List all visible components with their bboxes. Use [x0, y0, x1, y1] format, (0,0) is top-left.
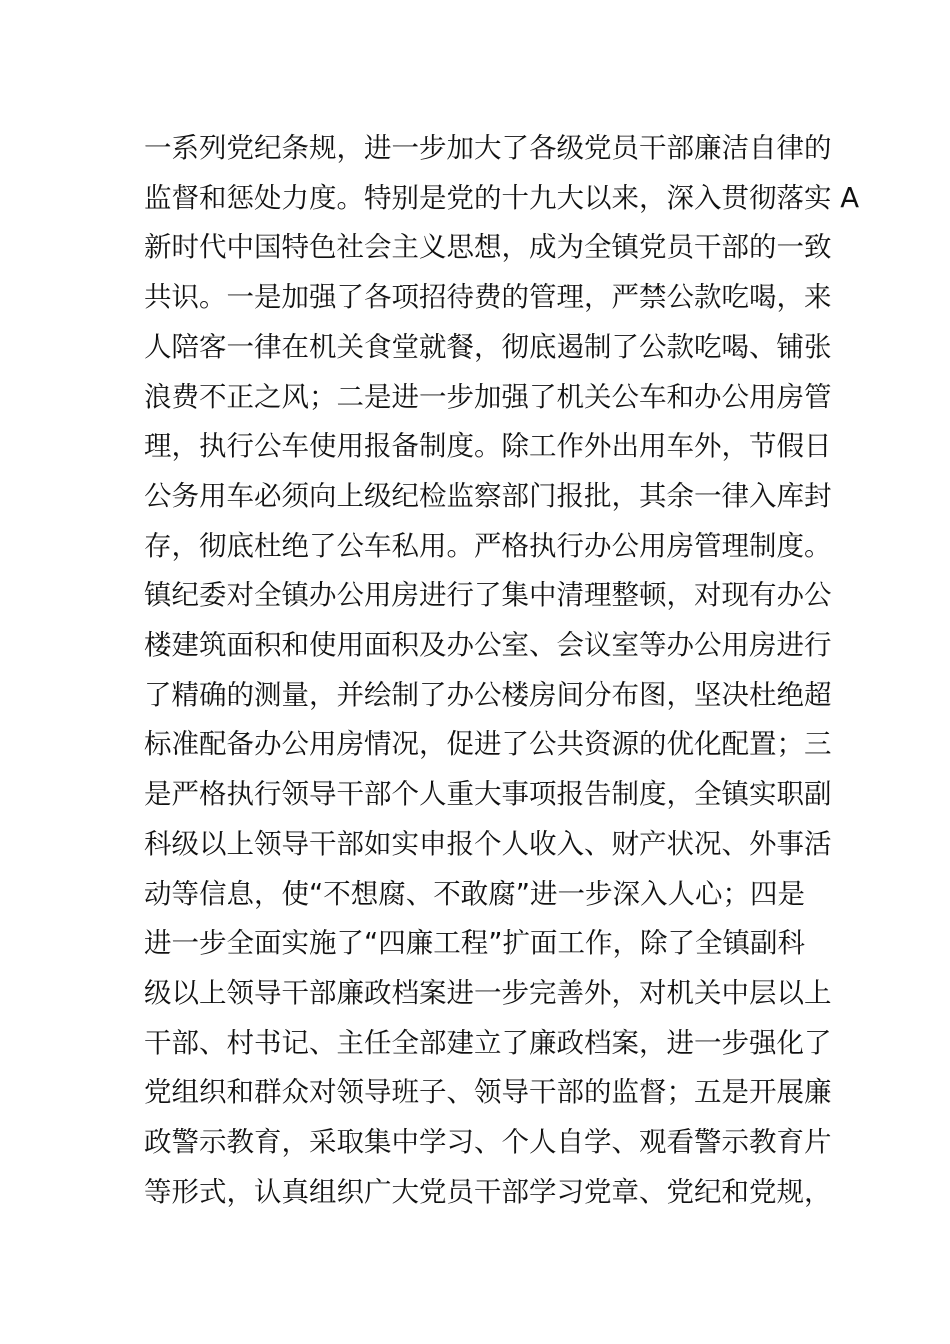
- text-line: 人陪客一律在机关食堂就餐，彻底遏制了公款吃喝、铺张: [144, 330, 832, 363]
- text-line: 理，执行公车使用报备制度。除工作外出用车外，节假日: [144, 430, 832, 463]
- text-line: 科级以上领导干部如实申报个人收入、财产状况、外事活: [144, 827, 832, 860]
- text-line: 标准配备办公用房情况，促进了公共资源的优化配置；三: [144, 728, 832, 761]
- text-line: 动等信息，使“不想腐、不敢腐”进一步深入人心；四是: [144, 877, 805, 910]
- text-line: 浪费不正之风；二是进一步加强了机关公车和办公用房管: [144, 380, 832, 413]
- text-line: 楼建筑面积和使用面积及办公室、会议室等办公用房进行: [144, 629, 832, 661]
- text-line: 了精确的测量，并绘制了办公楼房间分布图，坚决杜绝超: [144, 678, 832, 711]
- text-line: 是严格执行领导干部个人重大事项报告制度，全镇实职副: [144, 778, 832, 811]
- text-line: 进一步全面实施了“四廉工程”扩面工作，除了全镇副科: [144, 927, 805, 960]
- text-line: 政警示教育，采取集中学习、个人自学、观看警示教育片: [144, 1126, 832, 1158]
- text-line: 监督和惩处力度。特别是党的十九大以来，深入贯彻落实 A: [144, 181, 860, 214]
- text-line: 存，彻底杜绝了公车私用。严格执行办公用房管理制度。: [144, 529, 832, 562]
- text-line: 公务用车必须向上级纪检监察部门报批，其余一律入库封: [144, 479, 832, 512]
- text-line: 等形式，认真组织广大党员干部学习党章、党纪和党规，: [144, 1175, 832, 1208]
- text-line: 一系列党纪条规，进一步加大了各级党员干部廉洁自律的: [144, 132, 832, 164]
- text-line: 共识。一是加强了各项招待费的管理，严禁公款吃喝，来: [144, 281, 832, 314]
- text-line: 级以上领导干部廉政档案进一步完善外，对机关中层以上: [144, 976, 832, 1009]
- text-line: 镇纪委对全镇办公用房进行了集中清理整顿，对现有办公: [144, 579, 832, 612]
- text-line: 干部、村书记、主任全部建立了廉政档案，进一步强化了: [144, 1026, 832, 1059]
- text-line: 新时代中国特色社会主义思想，成为全镇党员干部的一致: [144, 231, 832, 264]
- text-line: 党组织和群众对领导班子、领导干部的监督；五是开展廉: [144, 1076, 832, 1109]
